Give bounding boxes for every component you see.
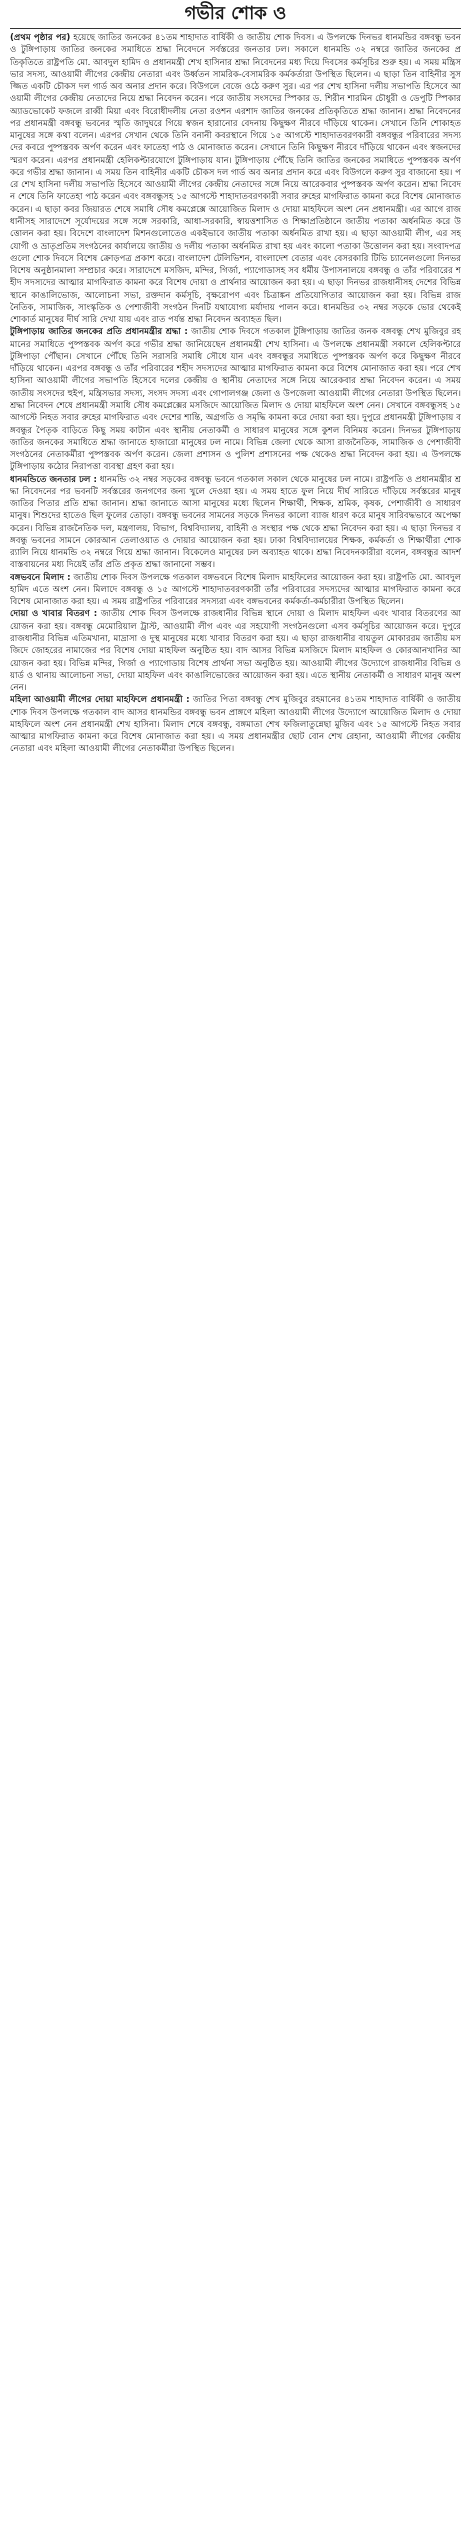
section-text-dhanmondi: ধানমন্ডি ৩২ নম্বর সড়কের বঙ্গবন্ধু ভবনে গতকাল সকাল থেকে মানুষের ঢল নামে। রাষ্ট্রপতি ও প্রধানমন্ত্রীর শ্রদ্ধা নিবেদনের পর ভবনটি সর্বস্তরের জনগণের জন্য খুলে দেওয়া হয়। এ সময় হাতে ফুল নিয়ে দীর্ঘ সারিতে দাঁড়িয়ে সর্বস্তরের মানুষ জাতির পিতার প্রতি শ্রদ্ধা জানান। শ্রদ্ধা জানাতে আসা মানুষের মধ্যে ছিলেন শিক্ষার্থী, শিক্ষক, শ্রমিক, কৃষক, পেশাজীবী ও সাধারণ মানুষ। শিশুদের হাতেও ছিল ফুলের তোড়া। বঙ্গবন্ধু ভবনের সামনের সড়কে দিনভর কালো ব্যাজ ধারণ করে মানুষ সারিবদ্ধভাবে অপেক্ষা করেন। বিভিন্ন রাজনৈতিক দল, মন্ত্রণালয়, বিভাগ, বিশ্ববিদ্যালয়, বাহিনী ও সংস্থার পক্ষ থেকে শ্রদ্ধা নিবেদন করা হয়। এ ছাড়া দিনভর বঙ্গবন্ধু ভবনের সামনে কোরআন তেলাওয়াত ও দোয়ার আয়োজন করা হয়। ঢাকা বিশ্ববিদ্যালয়ের শিক্ষক, কর্মকর্তা ও শিক্ষার্থীরা শোক র‍্যালি নিয়ে ধানমন্ডি ৩২ নম্বরে গিয়ে শ্রদ্ধা জানান। বিকেলেও মানুষের ঢল অব্যাহত থাকে। শ্রদ্ধা নিবেদনকারীরা বলেন, বঙ্গবন্ধুর আদর্শ বাস্তবায়নের মধ্য দিয়েই তাঁর প্রতি প্রকৃত শ্রদ্ধা জানানো সম্ভব।	[10, 474, 461, 571]
section-mohila-awami-league	[10, 694, 461, 755]
section-tungipara	[10, 326, 461, 473]
headline-divider	[10, 28, 461, 29]
section-doa	[10, 608, 461, 694]
section-text-doa: জাতীয় শোক দিবস উপলক্ষে রাজধানীর বিভিন্ন স্থানে দোয়া ও মিলাদ মাহফিল এবং খাবার বিতরণের আয়োজন করা হয়। বঙ্গবন্ধু মেমোরিয়াল ট্রাস্ট, আওয়ামী লীগ এবং এর সহযোগী সংগঠনগুলো এসব কর্মসূচির আয়োজন করে। দুপুরে রাজধানীর বিভিন্ন এতিমখানা, মাদ্রাসা ও দুস্থ মানুষের মধ্যে খাবার বিতরণ করা হয়। এ ছাড়া রাজধানীর বায়তুল মোকাররম জাতীয় মসজিদে জোহরের নামাজের পর বিশেষ দোয়া মাহফিল অনুষ্ঠিত হয়। বাদ আসর বিভিন্ন মসজিদে মিলাদ মাহফিল ও কোরআনখানির আয়োজন করা হয়। বিভিন্ন মন্দির, গির্জা ও প্যাগোডায় বিশেষ প্রার্থনা সভা অনুষ্ঠিত হয়। আওয়ামী লীগের উদ্যোগে রাজধানীর বিভিন্ন ওয়ার্ড ও থানায় আলোচনা সভা, দোয়া মাহফিল এবং কাঙালিভোজের আয়োজন করা হয়। এতে স্থানীয় নেতাকর্মী ও সাধারণ মানুষ অংশ নেন।	[10, 609, 461, 694]
section-kicker-bangabhaban: বঙ্গভবনে মিলাদ :	[10, 572, 71, 583]
section-kicker-mohila-awami-league: মহিলা আওয়ামী লীগের দোয়া মাহফিলে প্রধানমন্ত্রী :	[10, 695, 190, 706]
section-bangabhaban	[10, 572, 461, 609]
section-text-mohila-awami-league: জাতির পিতা বঙ্গবন্ধু শেখ মুজিবুর রহমানের ৪১তম শাহাদাত বার্ষিকী ও জাতীয় শোক দিবস উপলক্ষে গতকাল বাদ আসর ধানমন্ডির বঙ্গবন্ধু ভবন প্রাঙ্গণে মহিলা আওয়ামী লীগের উদ্যোগে আয়োজিত মিলাদ ও দোয়া মাহফিলে অংশ নেন প্রধানমন্ত্রী শেখ হাসিনা। মিলাদ শেষে বঙ্গবন্ধু, বঙ্গমাতা শেখ ফজিলাতুন্নেছা মুজিব এবং ১৫ আগস্টে নিহত সবার আত্মার মাগফিরাত কামনা করে বিশেষ মোনাজাত করা হয়। এ সময় প্রধানমন্ত্রীর ছোট বোন শেখ রেহানা, আওয়ামী লীগের কেন্দ্রীয় নেতারা এবং মহিলা আওয়ামী লীগের নেতাকর্মীরা উপস্থিত ছিলেন।	[10, 695, 461, 755]
section-dhanmondi	[10, 474, 461, 572]
section-text-tungipara: জাতীয় শোক দিবসে গতকাল টুঙ্গিপাড়ায় জাতির জনক বঙ্গবন্ধু শেখ মুজিবুর রহমানের সমাধিতে পুষ্পস্তবক অর্পণ করে গভীর শ্রদ্ধা জানিয়েছেন প্রধানমন্ত্রী শেখ হাসিনা। এ উপলক্ষে প্রধানমন্ত্রী সকালে হেলিকপ্টারে টুঙ্গিপাড়া পৌঁছান। সেখানে পৌঁছে তিনি সরাসরি সমাধি সৌধে যান এবং বঙ্গবন্ধুর সমাধিতে পুষ্পস্তবক অর্পণ করে কিছুক্ষণ নীরবে দাঁড়িয়ে থাকেন। এরপর বঙ্গবন্ধু ও তাঁর পরিবারের শহীদ সদস্যদের আত্মার মাগফিরাত কামনা করে বিশেষ মোনাজাত করা হয়। পরে শেখ হাসিনা আওয়ামী লীগের সভাপতি হিসেবে দলের কেন্দ্রীয় ও স্থানীয় নেতাদের সঙ্গে নিয়ে আরেকবার শ্রদ্ধা নিবেদন করেন। এ সময় জাতীয় সংসদের হুইপ, মন্ত্রিসভার সদস্য, সংসদ সদস্য এবং গোপালগঞ্জ জেলা ও উপজেলা আওয়ামী লীগের নেতারা উপস্থিত ছিলেন। শ্রদ্ধা নিবেদন শেষে প্রধানমন্ত্রী সমাধি সৌধ কমপ্লেক্সের মসজিদে আয়োজিত মিলাদ ও দোয়া মাহফিলে অংশ নেন। সেখানে বঙ্গবন্ধুসহ ১৫ আগস্টে নিহত সবার রুহের মাগফিরাত এবং দেশের শান্তি, অগ্রগতি ও সমৃদ্ধি কামনা করে দোয়া করা হয়। দুপুরে প্রধানমন্ত্রী টুঙ্গিপাড়ায় বঙ্গবন্ধুর পৈতৃক বাড়িতে কিছু সময় কাটান এবং স্থানীয় নেতাকর্মী ও সাধারণ মানুষের সঙ্গে কুশল বিনিময় করেন। দিনভর টুঙ্গিপাড়ায় জাতির জনকের সমাধিতে শ্রদ্ধা জানাতে হাজারো মানুষের ঢল নামে। বিভিন্ন জেলা থেকে আসা রাজনৈতিক, সামাজিক ও পেশাজীবী সংগঠনের নেতাকর্মীরা পুষ্পস্তবক অর্পণ করেন। জেলা প্রশাসন ও পুলিশ প্রশাসনের পক্ষ থেকেও শ্রদ্ধা নিবেদন করা হয়। এ উপলক্ষে টুঙ্গিপাড়ায় কঠোর নিরাপত্তা ব্যবস্থা গ্রহণ করা হয়।	[10, 327, 461, 473]
section-kicker-dhanmondi: ধানমন্ডিতে জনতার ঢল :	[10, 474, 97, 485]
section-kicker-tungipara: টুঙ্গিপাড়ায় জাতির জনকের প্রতি প্রধানমন্ত্রীর শ্রদ্ধা :	[10, 327, 188, 338]
article-body	[10, 32, 461, 756]
intro-text: হয়েছে জাতির জনকের ৪১তম শাহাদাত বার্ষিকী ও জাতীয় শোক দিবস। এ উপলক্ষে দিনভর ধানমন্ডির বঙ্গবন্ধু ভবন ও টুঙ্গিপাড়ায় জাতির জনকের সমাধিতে শ্রদ্ধা নিবেদনে সর্বস্তরের জনতার ঢল। সকালে ধানমন্ডি ৩২ নম্বরে জাতির জনকের প্রতিকৃতিতে রাষ্ট্রপতি মো. আবদুল হামিদ ও প্রধানমন্ত্রী শেখ হাসিনার শ্রদ্ধা নিবেদনের মধ্য দিয়ে দিবসের কর্মসূচির শুরু হয়। এ সময় মন্ত্রিসভার সদস্য, আওয়ামী লীগের কেন্দ্রীয় নেতারা এবং উর্ধ্বতন সামরিক-বেসামরিক কর্মকর্তারা উপস্থিত ছিলেন। এ ছাড়া তিন বাহিনীর সুসজ্জিত একটি চৌকস দল গার্ড অব অনার প্রদান করে। বিউগলে বেজে ওঠে করুণ সুর। এর পর শেখ হাসিনা দলীয় সভাপতি হিসেবে আওয়ামী লীগের কেন্দ্রীয় নেতাদের নিয়ে শ্রদ্ধা নিবেদন করেন। পরে জাতীয় সংসদের স্পিকার ড. শিরীন শারমিন চৌধুরী ও ডেপুটি স্পিকার অ্যাডভোকেট ফজলে রাব্বী মিয়া এবং বিরোধীদলীয় নেতা রওশন এরশাদ জাতির জনকের প্রতিকৃতিতে শ্রদ্ধা জানান। শ্রদ্ধা নিবেদনের পর প্রধানমন্ত্রী বঙ্গবন্ধু ভবনের স্মৃতি জাদুঘরে গিয়ে স্বজন হারানোর বেদনায় কিছুক্ষণ নীরবে দাঁড়িয়ে থাকেন। সেখানে তিনি শোকাহত মানুষের সঙ্গে কথা বলেন। এরপর সেখান থেকে তিনি বনানী কবরস্থানে গিয়ে ১৫ আগস্টে শাহাদাতবরণকারী বঙ্গবন্ধুর পরিবারের সদস্যদের কবরে পুষ্পস্তবক অর্পণ করেন এবং ফাতেহা পাঠ ও মোনাজাত করেন। সেখানে তিনি কিছুক্ষণ নীরবে দাঁড়িয়ে থাকেন এবং স্বজনদের স্মরণ করেন। এরপর প্রধানমন্ত্রী হেলিকপ্টারযোগে টুঙ্গিপাড়ায় যান। টুঙ্গিপাড়ায় পৌঁছে তিনি জাতির জনকের সমাধিতে পুষ্পস্তবক অর্পণ করে গভীর শ্রদ্ধা জানান। এ সময় তিন বাহিনীর একটি চৌকস দল গার্ড অব অনার প্রদান করে এবং বিউগলে করুণ সুর বাজানো হয়। পরে শেখ হাসিনা দলীয় সভাপতি হিসেবে আওয়ামী লীগের কেন্দ্রীয় নেতাদের সঙ্গে নিয়ে আরেকবার পুষ্পস্তবক অর্পণ করেন। শ্রদ্ধা নিবেদন শেষে তিনি ফাতেহা পাঠ করেন এবং বঙ্গবন্ধুসহ ১৫ আগস্টে শাহাদাতবরণকারী সবার রুহের মাগফিরাত কামনা করে বিশেষ মোনাজাত করেন। এ ছাড়া কবর জিয়ারত শেষে সমাধি সৌধ কমপ্লেক্সে আয়োজিত মিলাদ ও দোয়া মাহফিলে অংশ নেন প্রধানমন্ত্রী। এর আগে রাজধানীসহ সারাদেশে সূর্যোদয়ের সঙ্গে সঙ্গে সরকারি, আধা-সরকারি, স্বায়ত্তশাসিত ও শিক্ষাপ্রতিষ্ঠানে জাতীয় পতাকা অর্ধনমিত করে উত্তোলন করা হয়। বিদেশে বাংলাদেশ মিশনগুলোতেও একইভাবে জাতীয় পতাকা অর্ধনমিত রাখা হয়। এ ছাড়া আওয়ামী লীগ, এর সহযোগী ও ভ্রাতৃপ্রতিম সংগঠনের কার্যালয়ে জাতীয় ও দলীয় পতাকা অর্ধনমিত রাখা হয় এবং কালো পতাকা উত্তোলন করা হয়। সংবাদপত্রগুলো শোক দিবসে বিশেষ ক্রোড়পত্র প্রকাশ করে। বাংলাদেশ টেলিভিশন, বাংলাদেশ বেতার এবং বেসরকারি টিভি চ্যানেলগুলো দিনভর বিশেষ অনুষ্ঠানমালা সম্প্রচার করে। সারাদেশে মসজিদ, মন্দির, গির্জা, প্যাগোডাসহ সব ধর্মীয় উপাসনালয়ে বঙ্গবন্ধু ও তাঁর পরিবারের শহীদ সদস্যদের আত্মার মাগফিরাত কামনা করে বিশেষ দোয়া ও প্রার্থনার আয়োজন করা হয়। এ ছাড়া দিনভর রাজধানীসহ দেশের বিভিন্ন স্থানে কাঙালিভোজ, আলোচনা সভা, রক্তদান কর্মসূচি, বৃক্ষরোপণ এবং চিত্রাঙ্কন প্রতিযোগিতার আয়োজন করা হয়। বিভিন্ন রাজনৈতিক, সামাজিক, সাংস্কৃতিক ও পেশাজীবী সংগঠন দিনটি যথাযোগ্য মর্যাদায় পালন করে। ধানমন্ডির ৩২ নম্বর সড়কে ভোর থেকেই শোকার্ত মানুষের দীর্ঘ সারি দেখা যায় এবং রাত পর্যন্ত শ্রদ্ধা নিবেদন অব্যাহত ছিল।	[10, 33, 461, 326]
continuation-kicker: (প্রথম পৃষ্ঠার পর)	[10, 33, 71, 43]
intro-paragraph	[10, 32, 461, 326]
section-kicker-doa: দোয়া ও খাবার বিতরণ :	[10, 609, 98, 620]
section-text-bangabhaban: জাতীয় শোক দিবস উপলক্ষে গতকাল বঙ্গভবনে বিশেষ মিলাদ মাহফিলের আয়োজন করা হয়। রাষ্ট্রপতি মো. আবদুল হামিদ এতে অংশ নেন। মিলাদে বঙ্গবন্ধু ও ১৫ আগস্টে শাহাদাতবরণকারী তাঁর পরিবারের সদস্যদের আত্মার মাগফিরাত কামনা করে বিশেষ মোনাজাত করা হয়। এ সময় রাষ্ট্রপতির পরিবারের সদস্যরা এবং বঙ্গভবনের কর্মকর্তা-কর্মচারীরা উপস্থিত ছিলেন।	[10, 572, 461, 608]
article-headline: গভীর শোক ও	[184, 3, 287, 24]
